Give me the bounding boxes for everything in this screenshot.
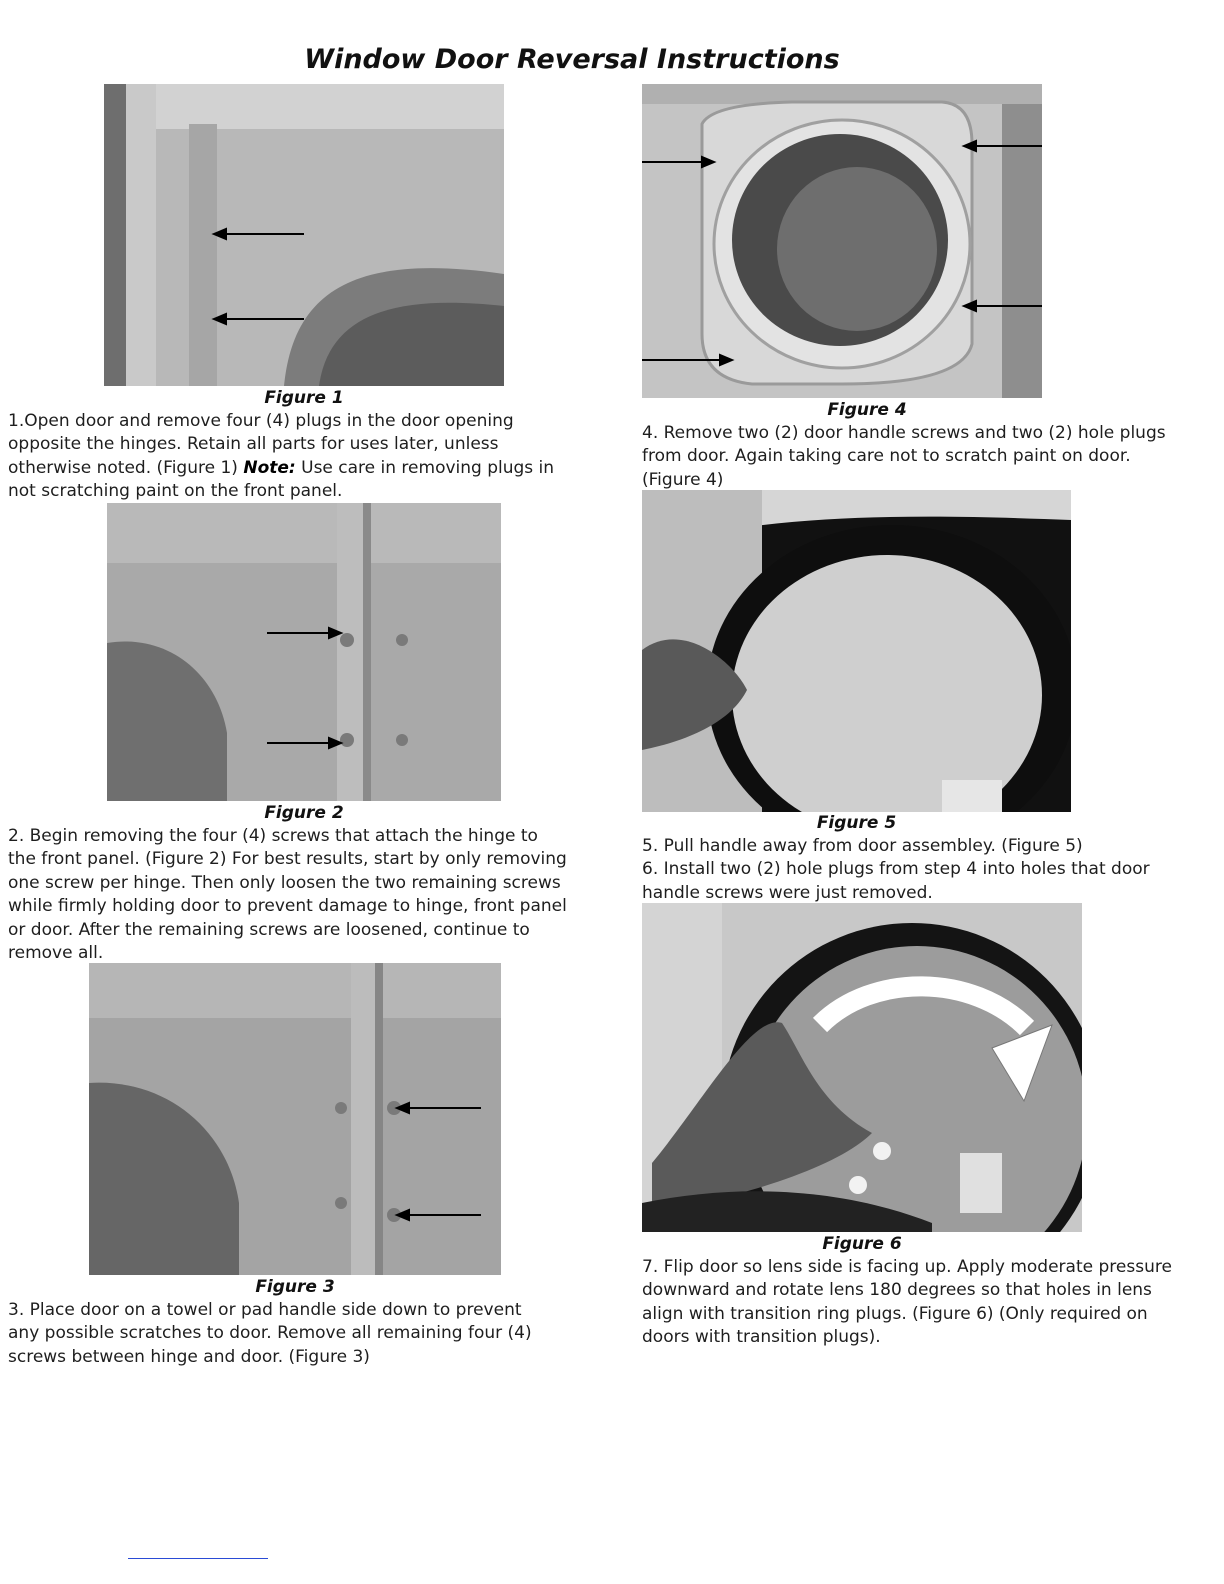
figure-1-photo [104, 84, 504, 386]
step-2-text: 2. Begin removing the four (4) screws that attach the hinge to the front panel. (Figure 2) For best results, start by only removing one screw per hinge. Then only loosen the two remaining screws while firmly holding door to prevent damage to hinge, front panel or door. After the remaining screws are loosened, continue to remove all. [8, 826, 567, 964]
step-4-text: 4. Remove two (2) door handle screws and two (2) hole plugs from door. Again taking care not to scratch paint on door. (Figure 4) [642, 423, 1166, 490]
step-1-body: 1.Open door and remove four (4) plugs in the door opening opposite the hinges. Retain all parts for uses later, unless otherwise noted. (Figure 1) [8, 411, 514, 478]
figure-6-caption: Figure 6 [822, 1234, 902, 1254]
figure-3-caption: Figure 3 [255, 1277, 335, 1297]
step-3-text: 3. Place door on a towel or pad handle side down to prevent any possible scratches to door. Remove all remaining four (4) screws between hinge and door. (Figure 3) [8, 1300, 532, 1367]
figure-3-photo [89, 963, 501, 1275]
figure-2-caption: Figure 2 [264, 803, 344, 823]
figure-4-caption: Figure 4 [827, 400, 907, 420]
figure-4-photo [642, 84, 1042, 398]
step-5-6-text [642, 835, 1188, 905]
step-7-text: 7. Flip door so lens side is facing up. Apply moderate pressure downward and rotate lens 180 degrees so that holes in lens align with transition ring plugs. (Figure 6) (Only required on doors with transition plugs). [642, 1257, 1172, 1348]
step-5-text: 5. Pull handle away from door assembley. (Figure 5) [642, 836, 1083, 856]
step-6-text: 6. Install two (2) hole plugs from step 4 into holes that door handle screws were just removed. [642, 859, 1150, 903]
note-label: Note: [243, 457, 296, 478]
footer-divider [128, 1558, 268, 1559]
step-1-text [8, 410, 568, 504]
figure-5-photo [642, 490, 1071, 812]
figure-1-caption: Figure 1 [264, 388, 344, 408]
note-body: Use care in removing plugs in not scratching paint on the front panel. [8, 457, 555, 502]
page-title: Window Door Reversal Instructions [304, 44, 840, 75]
figure-2-photo [107, 503, 501, 801]
figure-6-photo [642, 903, 1082, 1232]
figure-5-caption: Figure 5 [816, 813, 897, 833]
